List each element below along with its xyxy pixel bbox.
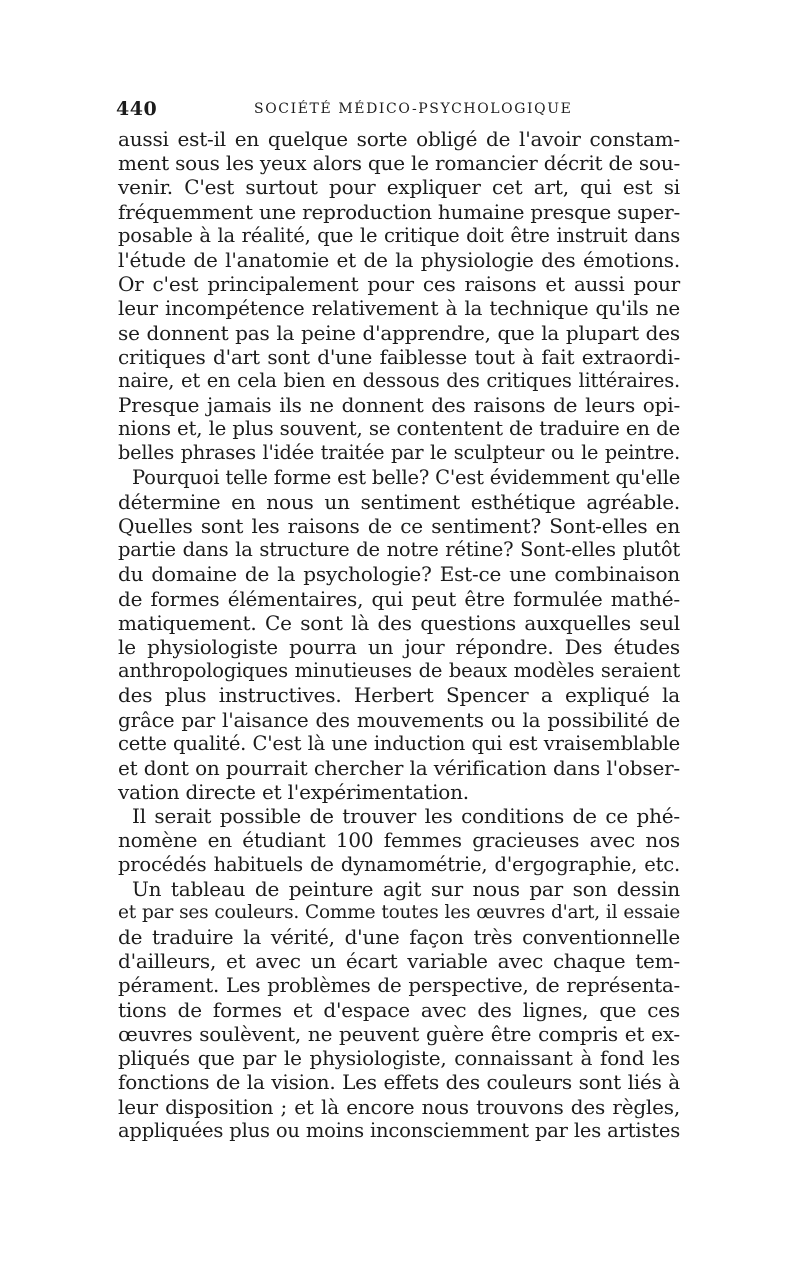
text-line: le physiologiste pourra un jour répondre. Des études bbox=[118, 634, 680, 659]
running-head: SOCIÉTÉ MÉDICO-PSYCHOLOGIQUE bbox=[254, 101, 573, 117]
text-line: détermine en nous un sentiment esthétique agréable. bbox=[118, 489, 680, 514]
text-line: Presque jamais ils ne donnent des raisons de leurs opi- bbox=[118, 393, 680, 418]
text-line: et par ses couleurs. Comme toutes les œuvres d'art, il essaie bbox=[118, 902, 680, 923]
text-line: belles phrases l'idée traitée par le sculpteur ou le peintre. bbox=[118, 441, 680, 465]
text-line: cette qualité. C'est là une induction qui est vraisemblable bbox=[118, 731, 680, 755]
text-line: Pourquoi telle forme est belle? C'est évidemment qu'elle bbox=[132, 465, 681, 489]
text-line: ment sous les yeux alors que le romancier décrit de sou- bbox=[118, 151, 681, 176]
text-line: leur incompétence relativement à la technique qu'ils ne bbox=[118, 296, 680, 321]
text-line: matiquement. Ce sont là des questions auxquelles seul bbox=[118, 610, 680, 635]
body-text bbox=[118, 127, 680, 1143]
text-line: tions de formes et d'espace avec des lignes, que ces bbox=[118, 997, 680, 1022]
text-line: appliquées plus ou moins inconsciemment par les artistes bbox=[118, 1118, 680, 1142]
text-line: venir. C'est surtout pour expliquer cet art, qui est si bbox=[118, 175, 680, 200]
text-line: du domaine de la psychologie? Est-ce une combinaison bbox=[118, 562, 680, 587]
text-line: fonctions de la vision. Les effets des couleurs sont liés à bbox=[118, 1070, 680, 1095]
text-line: Or c'est principalement pour ces raisons et aussi pour bbox=[118, 272, 680, 297]
text-line: nions et, le plus souvent, se contentent de traduire en de bbox=[118, 417, 680, 441]
text-line: posable à la réalité, que le critique doit être instruit dans bbox=[118, 223, 680, 247]
text-line: procédés habituels de dynamométrie, d'ergographie, etc. bbox=[118, 852, 680, 876]
text-line: des plus instructives. Herbert Spencer a expliqué la bbox=[118, 683, 680, 708]
text-line: de formes élémentaires, qui peut être formulée mathé- bbox=[118, 586, 680, 611]
text-line: pliqués que par le physiologiste, connaissant à fond les bbox=[118, 1046, 680, 1071]
text-line: fréquemment une reproduction humaine presque super- bbox=[118, 199, 681, 224]
text-line: naire, et en cela bien en dessous des critiques littéraires. bbox=[118, 368, 680, 392]
text-line: partie dans la structure de notre rétine? Sont-elles plutôt bbox=[118, 538, 680, 562]
text-line: Il serait possible de trouver les conditions de ce phé- bbox=[132, 804, 680, 829]
text-line: l'étude de l'anatomie et de la physiologie des émotions. bbox=[118, 247, 680, 272]
text-line: nomène en étudiant 100 femmes gracieuses avec nos bbox=[118, 828, 680, 853]
text-line: de traduire la vérité, d'une façon très conventionnelle bbox=[118, 925, 680, 950]
text-line: vation directe et l'expérimentation. bbox=[118, 780, 469, 805]
text-line: aussi est-il en quelque sorte obligé de l'avoir constam- bbox=[118, 127, 680, 151]
text-line: et dont on pourrait chercher la vérification dans l'obser- bbox=[118, 755, 680, 780]
text-line: Quelles sont les raisons de ce sentiment? Sont-elles en bbox=[118, 514, 680, 538]
text-line: anthropologiques minutieuses de beaux modèles seraient bbox=[118, 659, 680, 683]
text-line: pérament. Les problèmes de perspective, de représenta- bbox=[118, 973, 680, 997]
text-line: Un tableau de peinture agit sur nous par son dessin bbox=[132, 876, 680, 901]
text-line: grâce par l'aisance des mouvements ou la possibilité de bbox=[118, 707, 680, 732]
text-line: se donnent pas la peine d'apprendre, que la plupart des bbox=[118, 320, 680, 345]
text-line: œuvres soulèvent, ne peuvent guère être compris et ex- bbox=[118, 1021, 680, 1046]
page-header bbox=[110, 98, 680, 122]
text-line: critiques d'art sont d'une faiblesse tout à fait extraordi- bbox=[118, 344, 680, 369]
text-line: d'ailleurs, et avec un écart variable avec chaque tem- bbox=[118, 949, 680, 974]
page-number: 440 bbox=[116, 98, 158, 120]
text-line: leur disposition ; et là encore nous trouvons des règles, bbox=[118, 1094, 680, 1119]
